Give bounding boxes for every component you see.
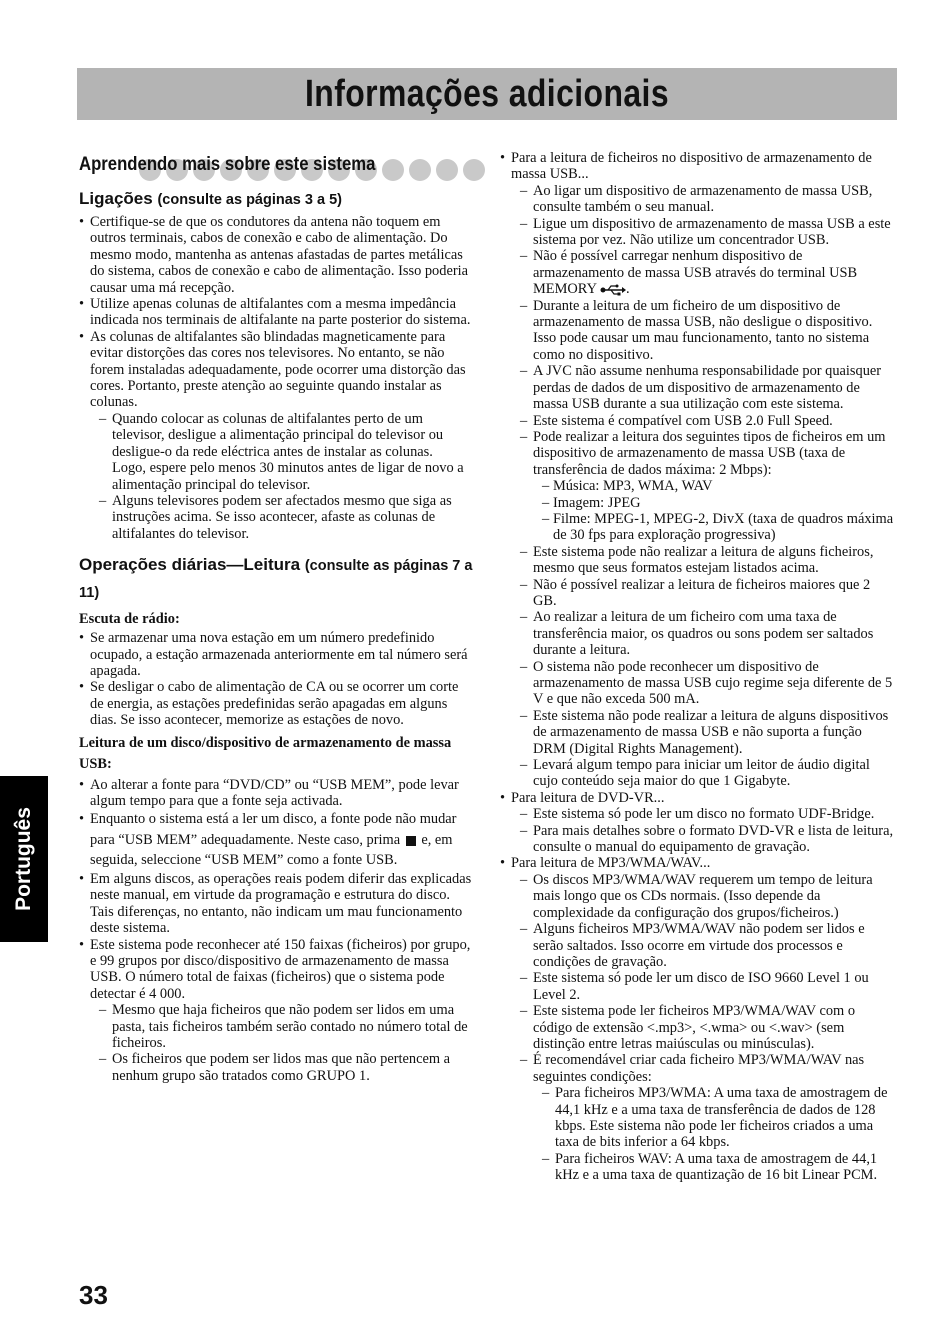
list-item: • Ao alterar a fonte para “DVD/CD” ou “USB MEM”, pode levar algum tempo para que a fonte seja activada.: [79, 777, 473, 810]
sub-note: Logo, espere pelo menos 30 minutos antes de ligar de novo a alimentação principal do televisor.: [112, 460, 464, 493]
list-item: • Se desligar o cabo de alimentação de CA ou se ocorrer um corte de energia, as estações predefinidas serão apagadas em alguns dias. Se isso acontecer, memorize as estações de novo.: [79, 679, 473, 728]
right-column: [500, 150, 897, 1184]
language-tab: [0, 776, 48, 942]
sub-list: [511, 872, 897, 1184]
sub-item: – Alguns ficheiros MP3/WMA/WAV não podem ser lidos e serão saltados. Isso ocorre em virtude dos processos e condições de gravação.: [511, 921, 897, 970]
radio-list: [79, 630, 473, 728]
sub-list: [511, 183, 897, 790]
sub-item: – Durante a leitura de um ficheiro de um dispositivo de armazenamento de massa USB, não desligue o dispositivo. Isso pode causar um mau funcionamento, tanto no sistema como no dispositivo.: [511, 298, 897, 364]
sub-list: [511, 806, 897, 855]
sub-list: [90, 1002, 473, 1084]
radio-label: Escuta de rádio:: [79, 611, 180, 628]
sub-item: – Este sistema só pode ler um disco de ISO 9660 Level 1 ou Level 2.: [511, 970, 897, 1003]
disc-label: Leitura de um disco/dispositivo de armazenamento de massa USB:: [79, 734, 452, 772]
sub-item: – Ligue um dispositivo de armazenamento de massa USB a este sistema por vez. Não utilize um concentrador USB.: [511, 216, 897, 249]
list-item: • Para leitura de MP3/WMA/WAV... – Os discos MP3/WMA/WAV requerem um tempo de leitura mais longo que os CDs normais. (Isso depende da complexidade da configuração dos grupos/ficheiros.) – Alguns ficheiros MP3/WMA/WAV não podem ser lidos e serão saltados. Isso ocorre em virtude dos processos e condições de gravação. – Este sistema só pode ler um disco de ISO 9660 Level 1 ou Level 2. – Este sistema pode ler ficheiros MP3/WMA/WAV com o código de extensão <.mp3>, <.wma> ou <.wav> (sem distinção entre letras maiúsculas ou minúsculas). – É recomendável criar cada ficheiro MP3/WMA/WAV nas seguintes condições: – Para ficheiros MP3/WMA: A uma taxa de amostragem de 44,1 kHz e a uma taxa de transferência de dados de 128 kbps. Este sistema não pode ler ficheiros criados a uma taxa de bits inferior a 64 kbps. – Para ficheiros WAV: A uma taxa de amostragem de 44,1 kHz e a uma taxa de quantização de 16 bit Linear PCM.: [500, 855, 897, 1183]
sub-item: – Quando colocar as colunas de altifalantes perto de um televisor, desligue a alimentação principal do televisor ou desligue-o da rede eléctrica antes de instalar as colunas. Logo, espere pelo menos 30 minutos antes de ligar de novo a alimentação principal do televisor.: [90, 411, 473, 493]
sub-item: – Para mais detalhes sobre o formato DVD-VR e lista de leitura, consulte o manual do equipamento de gravação.: [511, 823, 897, 856]
ligacoes-heading: Ligações (consulte as páginas 3 a 5): [79, 189, 342, 208]
sub-item: – Ao realizar a leitura de um ficheiro com uma taxa de transferência maior, os quadros ou sons podem ser saltados durante a leitura.: [511, 609, 897, 658]
usb-list: [500, 150, 897, 1184]
title-banner: [77, 68, 897, 120]
disc-list: [79, 777, 473, 1085]
list-item: • Certifique-se de que os condutores da antena não toquem em outros terminais, cabos de conexão e cabo de alimentação. Do mesmo modo, mantenha as antenas afastadas de partes metálicas do sistema, cabos de conexão e cabo de alimentação. Isso poderia causar uma má recepção.: [79, 214, 473, 296]
sub-item: – Alguns televisores podem ser afectados mesmo que siga as instruções acima. Se isso acontecer, afaste as colunas de altifalantes do televisor.: [90, 493, 473, 542]
condition-item: – Para ficheiros WAV: A uma taxa de amostragem de 44,1 kHz e a uma taxa de quantização de 16 bit Linear PCM.: [533, 1151, 897, 1184]
format-item: – Imagem: JPEG: [533, 495, 897, 511]
condition-list: [533, 1085, 897, 1183]
list-item: • Para leitura de DVD-VR... – Este sistema só pode ler um disco no formato UDF-Bridge. – Para mais detalhes sobre o formato DVD-VR e lista de leitura, consulte o manual do equipamento de gravação.: [500, 790, 897, 856]
sub-item: – Pode realizar a leitura dos seguintes tipos de ficheiros em um dispositivo de armazenamento de massa USB (taxa de transferência de dados máxima: 2 Mbps): – Música: MP3, WMA, WAV – Imagem: JPEG – Filme: MPEG-1, MPEG-2, DivX (taxa de quadros máxima de 30 fps para exploração progressiva): [511, 429, 897, 544]
ligacoes-list: [79, 214, 473, 542]
page-number: 33: [79, 1280, 108, 1310]
left-column: [79, 150, 473, 1084]
format-list: [533, 478, 897, 544]
sub-item: – É recomendável criar cada ficheiro MP3/WMA/WAV nas seguintes condições: – Para ficheiros MP3/WMA: A uma taxa de amostragem de 44,1 kHz e a uma taxa de transferência de dados de 128 kbps. Este sistema não pode ler ficheiros criados a uma taxa de bits inferior a 64 kbps. – Para ficheiros WAV: A uma taxa de amostragem de 44,1 kHz e a uma taxa de quantização de 16 bit Linear PCM.: [511, 1052, 897, 1183]
sub-item: – A JVC não assume nenhuma responsabilidade por quaisquer perdas de dados de um dispositivo de armazenamento de massa USB durante a sua utilização com este sistema.: [511, 363, 897, 412]
sub-item: – Este sistema não pode realizar a leitura de alguns dispositivos de armazenamento de massa USB e não suporta a função DRM (Digital Rights Management).: [511, 708, 897, 757]
sub-item: – Este sistema pode ler ficheiros MP3/WMA/WAV com o código de extensão <.mp3>, <.wma> ou <.wav> (sem distinção entre letras maiúsculas ou minúsculas).: [511, 1003, 897, 1052]
list-item: • Em alguns discos, as operações reais podem diferir das explicadas neste manual, em virtude da programação e estrutura do disco. Tais diferenças, no entanto, não indicam um mau funcionamento deste sistema.: [79, 871, 473, 937]
format-item: – Filme: MPEG-1, MPEG-2, DivX (taxa de quadros máxima de 30 fps para exploração progressiva): [533, 511, 897, 544]
sub-item: – Os discos MP3/WMA/WAV requerem um tempo de leitura mais longo que os CDs normais. (Isso depende da complexidade da configuração dos grupos/ficheiros.): [511, 872, 897, 921]
section-title: Aprendendo mais sobre este sistema: [79, 154, 376, 175]
list-item: • As colunas de altifalantes são blindadas magneticamente para evitar distorções das cores nos televisores. No entanto, se não forem instaladas adequadamente, pode ocorrer uma distorção das cores. Portanto, preste atenção ao seguinte quando instalar as colunas. – Quando colocar as colunas de altifalantes perto de um televisor, desligue a alimentação principal do televisor ou desligue-o da rede eléctrica antes de instalar as colunas. Logo, espere pelo menos 30 minutos antes de ligar de novo a alimentação principal do televisor. – Alguns televisores podem ser afectados mesmo que siga as instruções acima. Se isso acontecer, afaste as colunas de altifalantes do televisor.: [79, 329, 473, 542]
sub-item: – Este sistema só pode ler um disco no formato UDF-Bridge.: [511, 806, 897, 822]
page-title: Informações adicionais: [304, 73, 670, 115]
sub-item: – Este sistema pode não realizar a leitura de alguns ficheiros, mesmo que seus formatos estejam listados acima.: [511, 544, 897, 577]
section-header: [79, 150, 473, 182]
sub-list: [90, 411, 473, 542]
format-item: – Música: MP3, WMA, WAV: [533, 478, 897, 494]
operacoes-heading: Operações diárias—Leitura (consulte as páginas 7 a 11): [79, 555, 473, 602]
sub-item: – Não é possível realizar a leitura de ficheiros maiores que 2 GB.: [511, 577, 897, 610]
ligacoes-ref: (consulte as páginas 3 a 5): [157, 192, 342, 208]
sub-item: – O sistema não pode reconhecer um dispositivo de armazenamento de massa USB cujo regime seja diferente de 5 V e que não exceda 500 mA.: [511, 659, 897, 708]
sub-item: – Levará algum tempo para iniciar um leitor de áudio digital cujo conteúdo seja maior do que 1 Gigabyte.: [511, 757, 897, 790]
list-item: • Para a leitura de ficheiros no dispositivo de armazenamento de massa USB... – Ao ligar um dispositivo de armazenamento de massa USB, consulte também o seu manual. – Ligue um dispositivo de armazenamento de massa USB a este sistema por vez. Não utilize um concentrador USB. – Não é possível carregar nenhum dispositivo de armazenamento de massa USB através do terminal USB MEMORY . – Durante a leitura de um ficheiro de um dispositivo de armazenamento de massa USB, não desligue o dispositivo. Isso pode causar um mau funcionamento, tanto no sistema como no dispositivo. – A JVC não assume nenhuma responsabilidade por quaisquer perdas de dados de um dispositivo de armazenamento de massa USB durante a sua utilização com este sistema. – Este sistema é compatível com USB 2.0 Full Speed. – Pode realizar a leitura dos seguintes tipos de ficheiros em um dispositivo de armazenamento de massa USB (taxa de transferência de dados máxima: 2 Mbps): – Música: MP3, WMA, WAV – Imagem: JPEG – Filme: MPEG-1, MPEG-2, DivX (taxa de quadros máxima de 30 fps para exploração progressiva) – Este sistema pode não realizar a leitura de alguns ficheiros, mesmo que seus formatos estejam listados acima. – Não é possível realizar a leitura de ficheiros maiores que 2 GB. – Ao realizar a leitura de um ficheiro com uma taxa de transferência maior, os quadros ou sons podem ser saltados durante a leitura. – O sistema não pode reconhecer um dispositivo de armazenamento de massa USB cujo regime seja diferente de 5 V e que não exceda 500 mA. – Este sistema não pode realizar a leitura de alguns dispositivos de armazenamento de massa USB e não suporta a função DRM (Digital Rights Management). – Levará algum tempo para iniciar um leitor de áudio digital cujo conteúdo seja maior do que 1 Gigabyte.: [500, 150, 897, 790]
sub-item: – Este sistema é compatível com USB 2.0 Full Speed.: [511, 413, 897, 429]
usb-icon: [600, 284, 626, 296]
list-item: • Se armazenar uma nova estação em um número predefinido ocupado, a estação armazenada anteriormente em tal número será apagada.: [79, 630, 473, 679]
language-label: Português: [12, 807, 35, 911]
list-item: • Enquanto o sistema está a ler um disco, a fonte pode não mudar para “USB MEM” adequadamente. Neste caso, prima e, em seguida, seleccione “USB MEM” como a fonte USB.: [79, 809, 473, 871]
sub-item: – Não é possível carregar nenhum dispositivo de armazenamento de massa USB através do terminal USB MEMORY .: [511, 248, 897, 297]
operacoes-ref: (consulte as páginas 7 a 11): [79, 558, 473, 602]
condition-item: – Para ficheiros MP3/WMA: A uma taxa de amostragem de 44,1 kHz e a uma taxa de transferência de dados de 128 kbps. Este sistema não pode ler ficheiros criados a uma taxa de bits inferior a 64 kbps.: [533, 1085, 897, 1151]
sub-item: – Ao ligar um dispositivo de armazenamento de massa USB, consulte também o seu manual.: [511, 183, 897, 216]
list-item: • Utilize apenas colunas de altifalantes com a mesma impedância indicada nos terminais de altifalante na parte posterior do sistema.: [79, 296, 473, 329]
sub-item: – Mesmo que haja ficheiros que não podem ser lidos em uma pasta, tais ficheiros também serão contado no número total de ficheiros.: [90, 1002, 473, 1051]
stop-icon: [406, 836, 416, 846]
sub-item: – Os ficheiros que podem ser lidos mas que não pertencem a nenhum grupo são tratados como GRUPO 1.: [90, 1051, 473, 1084]
list-item: • Este sistema pode reconhecer até 150 faixas (ficheiros) por grupo, e 99 grupos por disco/dispositivo de armazenamento de massa USB. O número total de faixas (ficheiros) que o sistema pode detectar é 4 000. – Mesmo que haja ficheiros que não podem ser lidos em uma pasta, tais ficheiros também serão contado no número total de ficheiros. – Os ficheiros que podem ser lidos mas que não pertencem a nenhum grupo são tratados como GRUPO 1.: [79, 937, 473, 1085]
